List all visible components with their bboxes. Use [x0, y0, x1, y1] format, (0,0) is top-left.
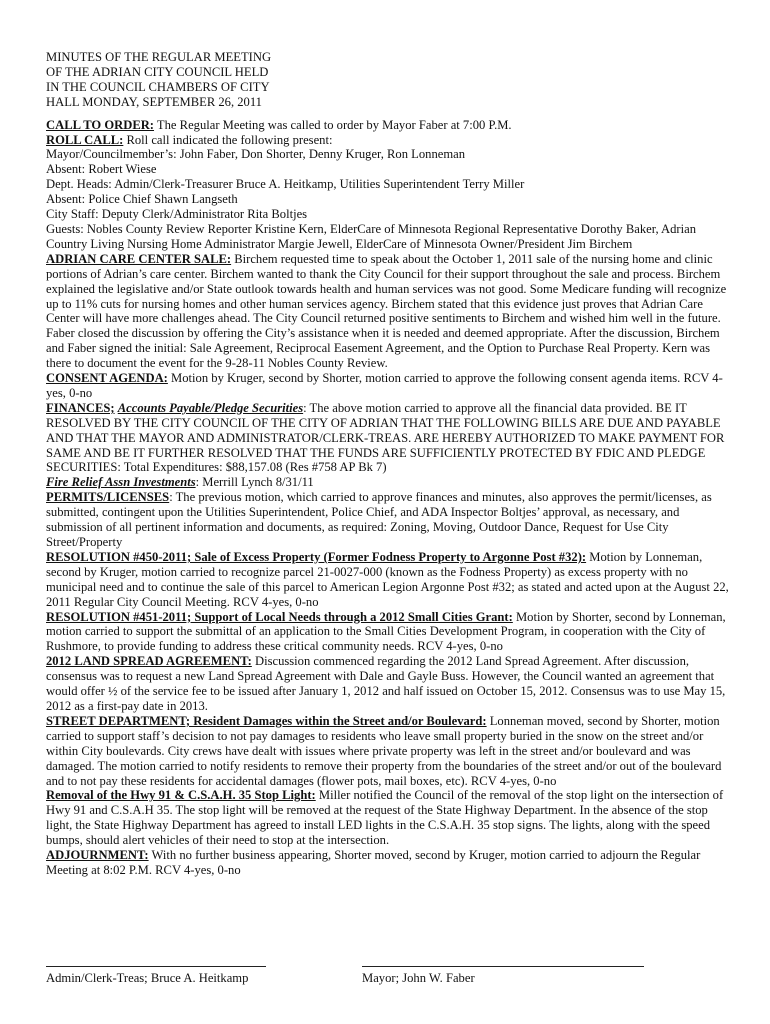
resolution-451-text: Motion by Shorter, second by Lonneman, motion carried to support the submittal of an application to the Small Cities Development Program, in cooperation with the City of Rushmore, to provide funding to address these critical community needs. RCV 4-yes, 0-no [46, 609, 726, 654]
clerk-signature-block [46, 966, 266, 986]
roll-call-heading: ROLL CALL: [46, 132, 124, 147]
roll-call-absent-dept: Absent: Police Chief Shawn Langseth [46, 192, 238, 207]
fire-relief-heading: Fire Relief Assn Investments [46, 475, 196, 490]
street-department-section [46, 714, 736, 789]
call-to-order-text: The Regular Meeting was called to order by Mayor Faber at 7:00 P.M. [154, 117, 512, 132]
roll-call-absent: Absent: Robert Wiese [46, 162, 157, 177]
stop-light-section [46, 788, 736, 848]
clerk-signature-label: Admin/Clerk-Treas; Bruce A. Heitkamp [46, 971, 249, 985]
permits-section [46, 490, 736, 550]
title-line-3: IN THE COUNCIL CHAMBERS OF CITY [46, 79, 270, 94]
roll-call-text: Roll call indicated the following present: [123, 132, 333, 147]
finances-subheading: Accounts Payable/Pledge Securities [117, 400, 304, 415]
title-line-1: MINUTES OF THE REGULAR MEETING [46, 50, 272, 64]
resolution-451-section [46, 610, 736, 655]
stop-light-heading: Removal of the Hwy 91 & C.S.A.H. 35 Stop Light: [46, 788, 316, 803]
document-title [46, 50, 736, 110]
finances-text: : The above motion carried to approve all the financial data provided. BE IT RESOLVED BY THE CITY COUNCIL OF THE CITY OF ADRIAN THAT THE FOLLOWING BILLS ARE DUE AND PAYABLE AND THAT THE MAYOR AND ADMINISTRATOR/CLERK-TREAS. ARE HEREBY AUTHORIZED TO MAKE PAYMENT FOR SAME AND BE IT FURTHER RESOLVED THAT THE FUNDS ARE SUFFICIENTLY PROTECTED BY FDIC AND PLEDGE SECURITIES: Total Expenditures: $88,157.08 (Res #758 AP Bk 7) [46, 400, 725, 475]
mayor-signature-label: Mayor; John W. Faber [362, 971, 475, 985]
clerk-signature-line [46, 966, 266, 967]
resolution-450-section [46, 550, 736, 610]
title-gap [46, 110, 736, 118]
finances-heading: FINANCES; [46, 400, 115, 415]
care-center-section [46, 252, 736, 371]
title-line-4: HALL MONDAY, SEPTEMBER 26, 2011 [46, 94, 262, 109]
fire-relief-text: : Merrill Lynch 8/31/11 [195, 475, 314, 490]
mayor-signature-block [362, 966, 644, 986]
land-spread-text: Discussion commenced regarding the 2012 Land Spread Agreement. After discussion, consensus was to request a new Land Spread Agreement with Dale and Gayle Buss. However, the Council wanted an agreement that would offer ½ of the service fee to be issued after January 1, 2012 and half issued on October 15, 2012. Consensus was to use May 15, 2012 as a first-pay date in 2013. [46, 654, 726, 713]
finances-section [46, 401, 736, 476]
adjournment-text: With no further business appearing, Shorter moved, second by Kruger, motion carried to adjourn the Regular Meeting at 8:02 P.M. RCV 4-yes, 0-no [46, 848, 701, 877]
mayor-signature-line [362, 966, 644, 967]
adjournment-heading: ADJOURNMENT: [46, 848, 149, 863]
stop-light-text: Miller notified the Council of the removal of the stop light on the intersection of Hwy 91 and C.S.A.H 35. The stop light will be removed at the request of the State Highway Department. In the absence of the stop light, the State Highway Department has agreed to install LED lights in the C.S.A.H. 35 stop signs. The lights, along with the speed bumps, should alert vehicles of their need to stop at the intersection. [46, 788, 724, 848]
land-spread-heading: 2012 LAND SPREAD AGREEMENT: [46, 654, 252, 669]
minutes-document [46, 50, 736, 878]
care-center-heading: ADRIAN CARE CENTER SALE: [46, 251, 232, 266]
call-to-order-heading: CALL TO ORDER: [46, 117, 155, 132]
street-department-text: Lonneman moved, second by Shorter, motion carried to support staff’s decision to not pay damages to residents who leave small property buried in the snow on the street and/or within City boulevards. City crews have dealt with issues where private property was left in the street and/or boulevard and was damaged. The motion carried to notify residents to remove their property from the boundaries of the street and/or out of the boulevard and to not pay these residents for accidental damages (flower pots, mail boxes, etc). RCV 4-yes, 0-no [46, 713, 722, 788]
title-line-2: OF THE ADRIAN CITY COUNCIL HELD [46, 64, 269, 79]
resolution-450-text: Motion by Lonneman, second by Kruger, motion carried to recognize parcel 21-0027-000 (known as the Fodness Property) as excess property with no municipal need and to continue the sale of this parcel to American Legion Argonne Post #32; as stated and acted upon at the August 22, 2011 Regular City Council Meeting. RCV 4-yes, 0-no [46, 549, 729, 609]
resolution-450-heading: RESOLUTION #450-2011; Sale of Excess Property (Former Fodness Property to Argonne Post #32): [46, 549, 587, 564]
permits-heading: PERMITS/LICENSES [46, 490, 170, 505]
roll-call-section [46, 133, 736, 148]
consent-agenda-heading: CONSENT AGENDA: [46, 371, 168, 386]
permits-text: : The previous motion, which carried to approve finances and minutes, also approves the permit/licenses, as submitted, contingent upon the Utilities Superintendent, Police Chief, and ADA Inspector Boltjes’ approval, as necessary, and submission of all pertinent information and documents, as required: Zoning, Moving, Outdoor Dance, Request for Use City Street/Property [46, 490, 712, 549]
adjournment-section [46, 848, 736, 878]
call-to-order-section [46, 118, 736, 133]
roll-call-staff: City Staff: Deputy Clerk/Administrator Rita Boltjes [46, 207, 308, 222]
roll-call-guests: Guests: Nobles County Review Reporter Kristine Kern, ElderCare of Minnesota Regional Representative Dorothy Baker, Adrian Country Living Nursing Home Administrator Margie Jewell, ElderCare of Minnesota Owner/President Jim Birchem [46, 221, 697, 251]
roll-call-dept-heads: Dept. Heads: Admin/Clerk-Treasurer Bruce A. Heitkamp, Utilities Superintendent Terry Miller [46, 177, 525, 192]
street-department-heading: STREET DEPARTMENT; Resident Damages within the Street and/or Boulevard: [46, 713, 487, 728]
resolution-451-heading: RESOLUTION #451-2011; Support of Local Needs through a 2012 Small Cities Grant: [46, 609, 513, 624]
consent-agenda-text: Motion by Kruger, second by Shorter, motion carried to approve the following consent agenda items. RCV 4-yes, 0-no [46, 371, 723, 400]
fire-relief-section [46, 475, 736, 490]
roll-call-members: Mayor/Councilmember’s: John Faber, Don Shorter, Denny Kruger, Ron Lonneman [46, 147, 466, 162]
land-spread-section [46, 654, 736, 714]
care-center-text: Birchem requested time to speak about the October 1, 2011 sale of the nursing home and clinic portions of Adrian’s care center. Birchem wanted to thank the City Council for their support throughout the sale and process. Birchem explained the legislative and/or State outlook towards health and human services was not good. Some Medicare funding will recognize up to 11% cuts for nursing homes and other human services agency. Birchem stated that this evidence just proves that Adrian Care Center will have more challenges ahead. The City Council returned positive sentiments to Birchem and wished him well in the future. Faber closed the discussion by offering the City’s assistance when it is needed and deemed appropriate. After the discussion, Birchem and Faber signed the initial: Sale Agreement, Reciprocal Easement Agreement, and the Option to Purchase Real Property. Kern was there to document the event for the 9-28-11 Nobles County Review. [46, 251, 727, 371]
consent-agenda-section [46, 371, 736, 401]
